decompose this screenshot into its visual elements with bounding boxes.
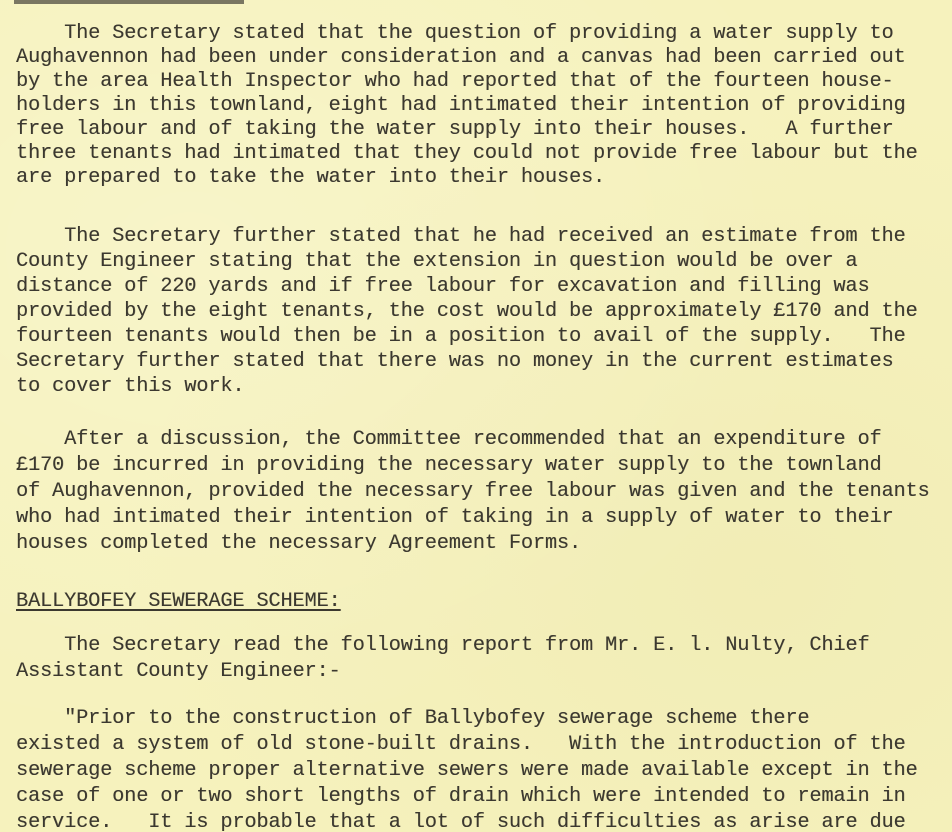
paragraph-2-line-6: Secretary further stated that there was no money in the current estimates xyxy=(16,350,894,373)
paragraph-4-line-1: The Secretary read the following report from Mr. E. l. Nulty, Chief xyxy=(16,634,870,657)
paragraph-1-line-5: free labour and of taking the water supply into their houses. A further xyxy=(16,118,894,141)
paragraph-5-line-5: service. It is probable that a lot of such difficulties as arise are due xyxy=(16,811,906,832)
paragraph-1-line-7: are prepared to take the water into their houses. xyxy=(16,166,606,189)
paragraph-3-line-5: houses completed the necessary Agreement Forms. xyxy=(16,532,581,555)
paragraph-3-line-1: After a discussion, the Committee recommended that an expenditure of xyxy=(16,428,882,451)
paragraph-2-line-3: distance of 220 yards and if free labour for excavation and filling was xyxy=(16,275,870,298)
paragraph-3-line-3: of Aughavennon, provided the necessary free labour was given and the tenants xyxy=(16,480,930,503)
paragraph-2-line-2: County Engineer stating that the extension in question would be over a xyxy=(16,250,858,273)
section-heading: BALLYBOFEY SEWERAGE SCHEME: xyxy=(16,590,341,613)
paragraph-2-line-7: to cover this work. xyxy=(16,375,245,398)
paragraph-2-line-1: The Secretary further stated that he had received an estimate from the xyxy=(16,225,906,248)
paragraph-1-line-3: by the area Health Inspector who had reported that of the fourteen house- xyxy=(16,70,894,93)
paragraph-4-line-2: Assistant County Engineer:- xyxy=(16,660,341,683)
paragraph-5-line-1: "Prior to the construction of Ballybofey sewerage scheme there xyxy=(16,707,810,730)
paragraph-2-line-4: provided by the eight tenants, the cost would be approximately £170 and the xyxy=(16,300,918,323)
paragraph-1-line-2: Aughavennon had been under consideration and a canvas had been carried out xyxy=(16,46,906,69)
paragraph-1-line-4: holders in this townland, eight had intimated their intention of providing xyxy=(16,94,906,117)
paragraph-1-line-1: The Secretary stated that the question of providing a water supply to xyxy=(16,22,894,45)
paragraph-3-line-4: who had intimated their intention of taking in a supply of water to their xyxy=(16,506,894,529)
paragraph-5-line-4: case of one or two short lengths of drain which were intended to remain in xyxy=(16,785,906,808)
paragraph-3-line-2: £170 be incurred in providing the necessary water supply to the townland xyxy=(16,454,882,477)
paragraph-2-line-5: fourteen tenants would then be in a position to avail of the supply. The xyxy=(16,325,906,348)
paragraph-1-line-6: three tenants had intimated that they could not provide free labour but the xyxy=(16,142,918,165)
paragraph-5-line-2: existed a system of old stone-built drains. With the introduction of the xyxy=(16,733,906,756)
top-rule-fragment xyxy=(14,0,244,4)
paragraph-5-line-3: sewerage scheme proper alternative sewers were made available except in the xyxy=(16,759,918,782)
